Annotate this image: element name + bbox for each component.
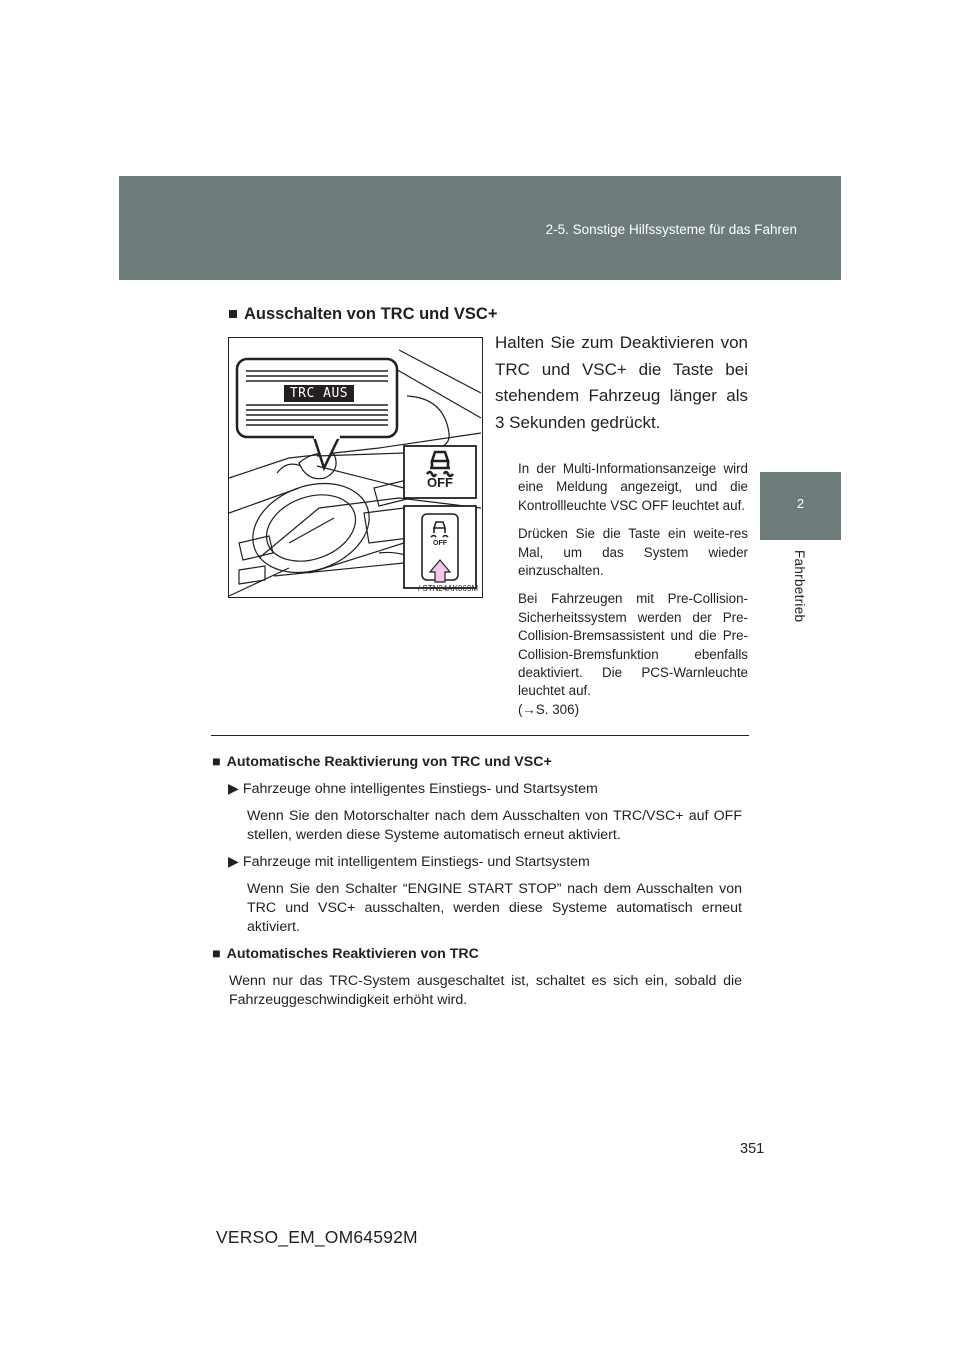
reactivation-info [212, 753, 742, 1018]
case-text: Wenn Sie den Schalter “ENGINE START STOP” nach dem Ausschalten von TRC und VSC+ ausschalten, werden diese Systeme automatisch erneut aktiviert. [247, 881, 742, 935]
triangle-bullet-icon: ▶ [228, 854, 239, 870]
square-bullet-icon: ■ [228, 305, 238, 323]
subheading-text: Automatisches Reaktivieren von TRC [226, 946, 479, 962]
chapter-number: 2 [796, 496, 805, 511]
square-bullet-icon: ■ [212, 754, 221, 770]
section-divider [211, 735, 749, 736]
case-label [228, 780, 742, 799]
figure-id [418, 584, 478, 593]
dashboard-illustration [228, 337, 483, 598]
chapter-label: Fahrbetrieb [792, 550, 807, 623]
section-heading [228, 305, 497, 324]
note-paragraph: In der Multi-Informationsanzeige wird eine Meldung angezeigt, und die Kontrollleuchte VSC OFF leuchtet auf. [518, 461, 748, 513]
vsc-off-indicator-label: OFF [427, 475, 453, 490]
note-paragraph: Drücken Sie die Taste ein weite-res Mal, um das System wieder einzuschalten. [518, 526, 748, 579]
document-code: VERSO_EM_OM64592M [216, 1227, 418, 1247]
intro-paragraph: Halten Sie zum Deaktivieren von TRC und VSC+ die Taste bei stehendem Fahrzeug länger als 3 Sekunden gedrückt. [495, 333, 748, 432]
square-bullet-icon: ■ [212, 946, 221, 962]
section-breadcrumb: 2-5. Sonstige Hilfssysteme für das Fahren [545, 222, 797, 237]
case-label [228, 853, 742, 872]
section-title: Ausschalten von TRC und VSC+ [243, 305, 498, 323]
triangle-bullet-icon: ▶ [228, 781, 239, 797]
case-label-text: Fahrzeuge ohne intelligentes Einstiegs- und Startsystem [242, 781, 598, 797]
page-number: 351 [740, 1141, 765, 1157]
subheading [212, 945, 742, 964]
figure-slash: / [417, 584, 423, 593]
subheading [212, 753, 742, 772]
chapter-tab [760, 472, 841, 540]
subheading-text: Automatische Reaktivierung von TRC und VSC+ [226, 754, 552, 770]
dashboard-drawing [229, 338, 482, 597]
case-label-text: Fahrzeuge mit intelligentem Einstiegs- und Startsystem [242, 854, 590, 870]
notes-block [518, 460, 748, 729]
page-header-band [119, 176, 841, 280]
note-paragraph: Bei Fahrzeugen mit Pre-Collision-Sicherheitssystem werden der Pre-Collision-Bremsassistent und die Pre-Collision-Bremsfunktion ebenfalls deaktiviert. Die PCS-Warnleuchte leuchtet auf. [518, 591, 748, 699]
display-message: TRC AUS [289, 386, 349, 401]
vsc-off-button-label: OFF [433, 540, 447, 547]
subheading-body: Wenn nur das TRC-System ausgeschaltet ist, schaltet es sich ein, sobald die Fahrzeuggeschwindigkeit erhöht wird. [229, 973, 742, 1008]
figure-id-text: STN24AK069M [422, 584, 478, 593]
case-text: Wenn Sie den Motorschalter nach dem Ausschalten von TRC/VSC+ auf OFF stellen, werden diese Systeme automatisch erneut aktiviert. [247, 808, 742, 843]
page-reference: (→S. 306) [518, 701, 580, 717]
